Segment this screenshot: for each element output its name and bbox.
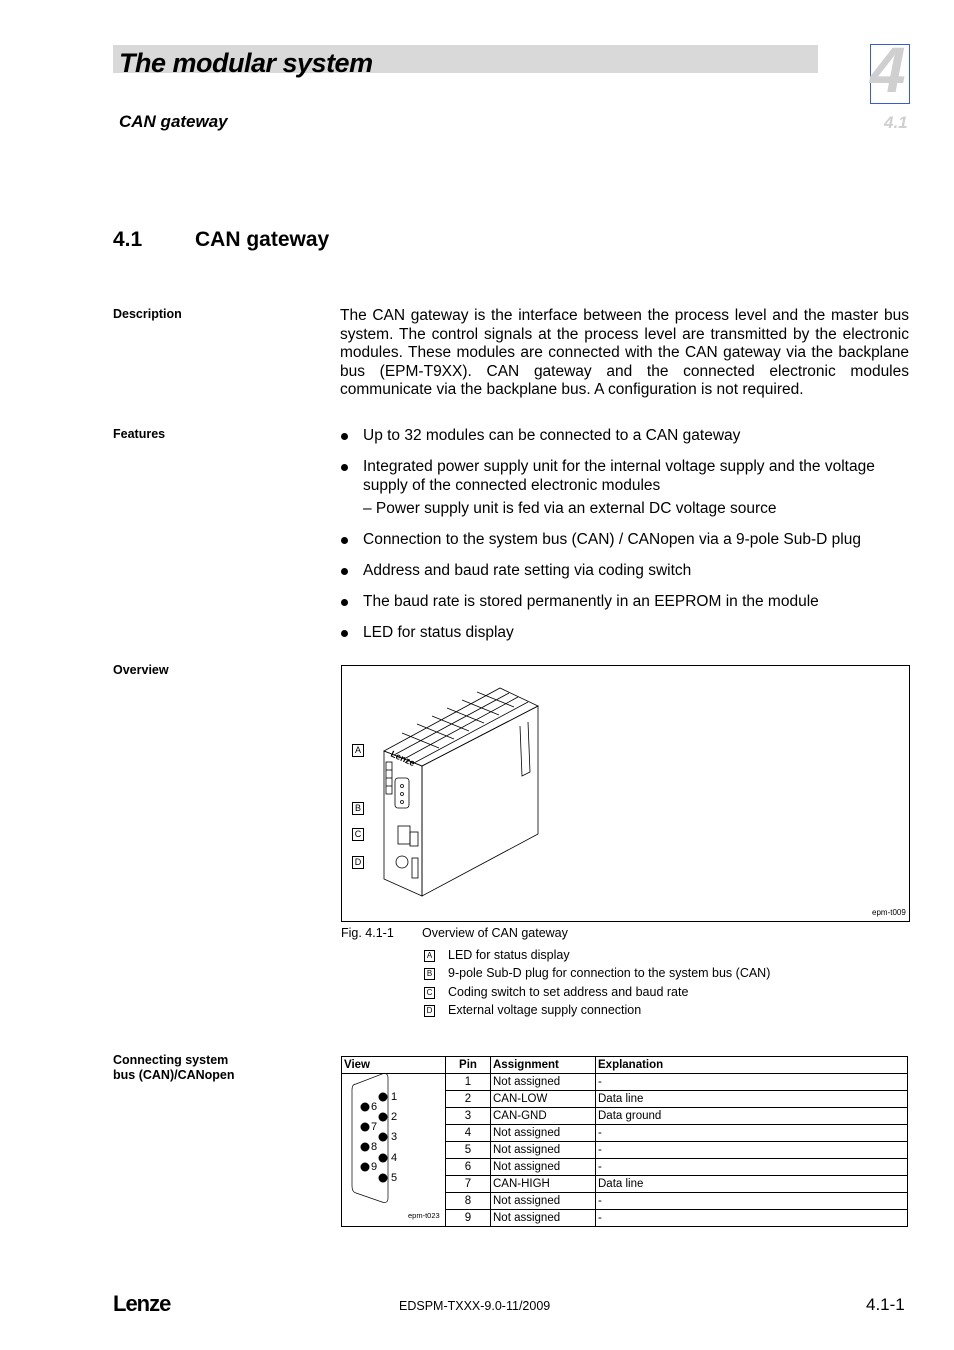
pin-label: 8 — [371, 1141, 378, 1153]
header-title: The modular system — [119, 48, 373, 78]
feature-item: Connection to the system bus (CAN) / CANopen via a 9-pole Sub-D plug — [340, 531, 909, 550]
legend-item: D External voltage supply connection — [424, 1003, 641, 1018]
pin-label: 1 — [391, 1091, 398, 1103]
table-row: 4 Not assigned - — [342, 1125, 908, 1142]
figure-caption-number: Fig. 4.1-1 — [341, 926, 394, 940]
connector-image-ref: epm-t023 — [408, 1211, 440, 1220]
bullet-icon — [341, 630, 348, 637]
callout-a: A — [352, 744, 364, 757]
table-row: 8 Not assigned - — [342, 1193, 908, 1210]
table-row: 3 CAN-GND Data ground — [342, 1108, 908, 1125]
bullet-icon — [341, 464, 348, 471]
legend-key: A — [424, 950, 435, 962]
chapter-number: 4 — [870, 34, 906, 106]
table-row: 7 CAN-HIGH Data line — [342, 1176, 908, 1193]
feature-item: Up to 32 modules can be connected to a CAN gateway — [340, 427, 909, 446]
table-row: 9 Not assigned - — [342, 1210, 908, 1227]
bullet-icon — [341, 568, 348, 575]
callout-c: C — [352, 828, 364, 841]
feature-item: Integrated power supply unit for the internal voltage supply and the voltage supply of the connected electronic modules – Power supply unit is fed via an external DC voltage source — [340, 458, 909, 519]
pin-label: 3 — [391, 1131, 398, 1143]
bullet-icon — [341, 537, 348, 544]
overview-label: Overview — [113, 663, 169, 677]
feature-item: LED for status display — [340, 624, 909, 643]
bullet-icon — [341, 433, 348, 440]
legend-item: A LED for status display — [424, 948, 570, 963]
connector-view — [342, 1074, 446, 1227]
pin-assignment-table — [341, 1056, 908, 1227]
legend-key: C — [424, 987, 435, 999]
figure-reference: epm-t009 — [872, 908, 906, 917]
legend-item: B 9-pole Sub-D plug for connection to the system bus (CAN) — [424, 966, 770, 981]
section-number: 4.1 — [113, 228, 143, 251]
pin-label: 9 — [371, 1161, 378, 1173]
features-label: Features — [113, 427, 166, 441]
pin-label: 5 — [391, 1172, 398, 1184]
connecting-label: Connecting system bus (CAN)/CANopen — [113, 1053, 235, 1082]
device-brand: Lenze — [389, 748, 417, 769]
figure-caption-text: Overview of CAN gateway — [422, 926, 568, 940]
table-row: 2 CAN-LOW Data line — [342, 1091, 908, 1108]
col-pin: Pin — [446, 1057, 491, 1074]
feature-subitem: – Power supply unit is fed via an external DC voltage source — [363, 500, 777, 517]
description-label: Description — [113, 307, 182, 321]
col-assignment: Assignment — [491, 1057, 596, 1074]
pin-label: 2 — [391, 1111, 398, 1123]
features-list — [340, 427, 909, 655]
chapter-section: 4.1 — [884, 113, 908, 132]
table-row: 5 Not assigned - — [342, 1142, 908, 1159]
section-title: CAN gateway — [195, 228, 330, 251]
can-gateway-drawing — [342, 666, 909, 921]
col-explanation: Explanation — [596, 1057, 908, 1074]
overview-figure — [341, 665, 910, 922]
pin-label: 4 — [391, 1152, 398, 1164]
col-view: View — [342, 1057, 446, 1074]
table-row: 6 Not assigned - — [342, 1159, 908, 1176]
pin-label: 7 — [371, 1121, 378, 1133]
table-header-row — [342, 1057, 908, 1074]
feature-item: Address and baud rate setting via coding switch — [340, 562, 909, 581]
callout-b: B — [352, 802, 364, 815]
document-id: EDSPM-TXXX-9.0-11/2009 — [399, 1299, 551, 1313]
callout-d: D — [352, 856, 364, 869]
feature-item: The baud rate is stored permanently in an EEPROM in the module — [340, 593, 909, 612]
table-row: 1 2 3 4 5 6 7 8 9 epm-t023 1 Not assigned - — [342, 1074, 908, 1091]
legend-key: B — [424, 968, 435, 980]
bullet-icon — [341, 599, 348, 606]
description-text: The CAN gateway is the interface between the process level and the master bus system. The control signals at the process level are transmitted by the electronic modules. These modules are connected with the CAN gateway via the backplane bus (EPM-T9XX). CAN gateway and the connected electronic modules communicate via the backplane bus. A configuration is not required. — [340, 307, 909, 398]
pin-label: 6 — [371, 1101, 378, 1113]
legend-item: C Coding switch to set address and baud rate — [424, 985, 688, 1000]
page-number: 4.1-1 — [866, 1295, 905, 1314]
header-subtitle: CAN gateway — [119, 112, 228, 131]
legend-key: D — [424, 1005, 435, 1017]
lenze-logo: Lenze — [113, 1291, 171, 1316]
